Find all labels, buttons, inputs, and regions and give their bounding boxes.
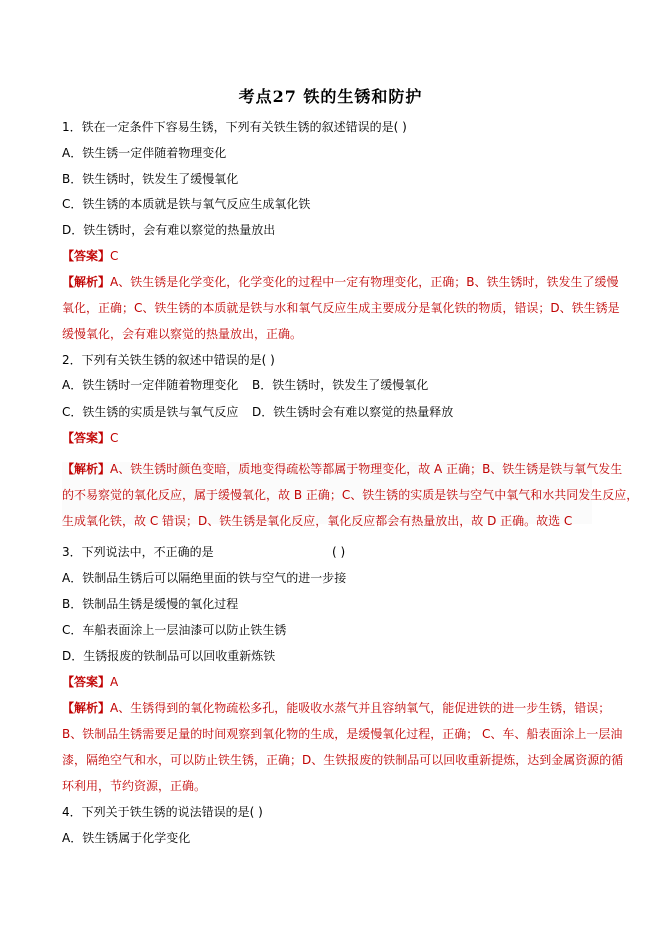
q1-stem: 1．铁在一定条件下容易生锈，下列有关铁生锈的叙述错误的是( ) (62, 120, 407, 134)
analysis-label: 【解析】 (62, 275, 111, 289)
q2-options-row-2 (62, 405, 454, 419)
q1-analysis-line-2: 氧化，正确；C、铁生锈的本质就是铁与水和氧气反应生成主要成分是氧化铁的物质，错误；D、铁生锈是 (62, 301, 620, 315)
q3-analysis-line-3: 漆，隔绝空气和水，可以防止铁生锈，正确；D、生铁报废的铁制品可以回收重新提炼，达到金属资源的循 (62, 753, 624, 767)
q2-answer (62, 431, 118, 445)
analysis-label: 【解析】 (62, 701, 111, 715)
q2-analysis-line-1 (62, 462, 622, 476)
q2-option-d: D．铁生锈时会有难以察觉的热量释放 (252, 405, 454, 419)
q2-option-a: A．铁生锈时一定伴随着物理变化 (62, 378, 239, 392)
answer-value: A (110, 675, 119, 689)
q1-analysis-line-3: 缓慢氧化，会有难以察觉的热量放出，正确。 (62, 327, 303, 341)
q2-analysis-line-2: 的不易察觉的氧化反应，属于缓慢氧化，故 B 正确；C、铁生锈的实质是铁与空气中氧气和水共同发生反应， (62, 488, 639, 502)
q3-option-a: A．铁制品生锈后可以隔绝里面的铁与空气的进一步接 (62, 571, 347, 585)
q4-stem: 4．下列关于铁生锈的说法错误的是( ) (62, 805, 263, 819)
q3-answer (62, 675, 118, 689)
analysis-label: 【解析】 (62, 462, 111, 476)
q3-blank: ( ) (332, 545, 346, 559)
q3-option-b: B．铁制品生锈是缓慢的氧化过程 (62, 597, 239, 611)
q2-option-c: C．铁生锈的实质是铁与氧气反应 (62, 405, 239, 419)
q1-option-c: C．铁生锈的本质就是铁与氧气反应生成氧化铁 (62, 197, 311, 211)
q3-option-c: C．车船表面涂上一层油漆可以防止铁生锈 (62, 623, 287, 637)
q2-options-row-1 (62, 378, 429, 392)
q3-analysis-line-2: B、铁制品生锈需要足量的时间观察到氧化物的生成，是缓慢氧化过程，正确； C、车、船表面涂上一层油 (62, 727, 623, 741)
q2-stem: 2．下列有关铁生锈的叙述中错误的是( ) (62, 353, 275, 367)
q3-stem-row (62, 545, 346, 559)
q4-option-a: A．铁生锈属于化学变化 (62, 831, 191, 845)
answer-label: 【答案】 (62, 675, 111, 689)
analysis-text: A、铁生锈时颜色变暗，质地变得疏松等都属于物理变化，故 A 正确；B、铁生锈是铁与氧气发生 (110, 462, 623, 476)
q1-option-a: A．铁生锈一定伴随着物理变化 (62, 146, 227, 160)
page-title: 考点27 铁的生锈和防护 (238, 87, 423, 106)
answer-value: C (110, 431, 119, 445)
q3-option-d: D．生锈报废的铁制品可以回收重新炼铁 (62, 649, 276, 663)
answer-label: 【答案】 (62, 249, 111, 263)
answer-label: 【答案】 (62, 431, 111, 445)
q1-answer (62, 249, 118, 263)
q1-option-d: D．铁生锈时，会有难以察觉的热量放出 (62, 223, 276, 237)
q1-analysis-line-1 (62, 275, 618, 289)
q3-stem: 3．下列说法中，不正确的是 (62, 545, 214, 559)
q3-analysis-line-1 (62, 701, 610, 715)
q1-option-b: B．铁生锈时，铁发生了缓慢氧化 (62, 172, 239, 186)
analysis-text: A、生锈得到的氧化物疏松多孔，能吸收水蒸气并且容纳氧气，能促进铁的进一步生锈，错误； (110, 701, 611, 715)
q2-option-b: B．铁生锈时，铁发生了缓慢氧化 (252, 378, 429, 392)
answer-value: C (110, 249, 119, 263)
q2-analysis-line-3: 生成氧化铁，故 C 错误；D、铁生锈是氧化反应，氧化反应都会有热量放出，故 D 正确。故选 C (62, 514, 573, 528)
q3-analysis-line-4: 环利用，节约资源，正确。 (62, 779, 207, 793)
analysis-text: A、铁生锈是化学变化，化学变化的过程中一定有物理变化，正确；B、铁生锈时，铁发生了缓慢 (110, 275, 619, 289)
